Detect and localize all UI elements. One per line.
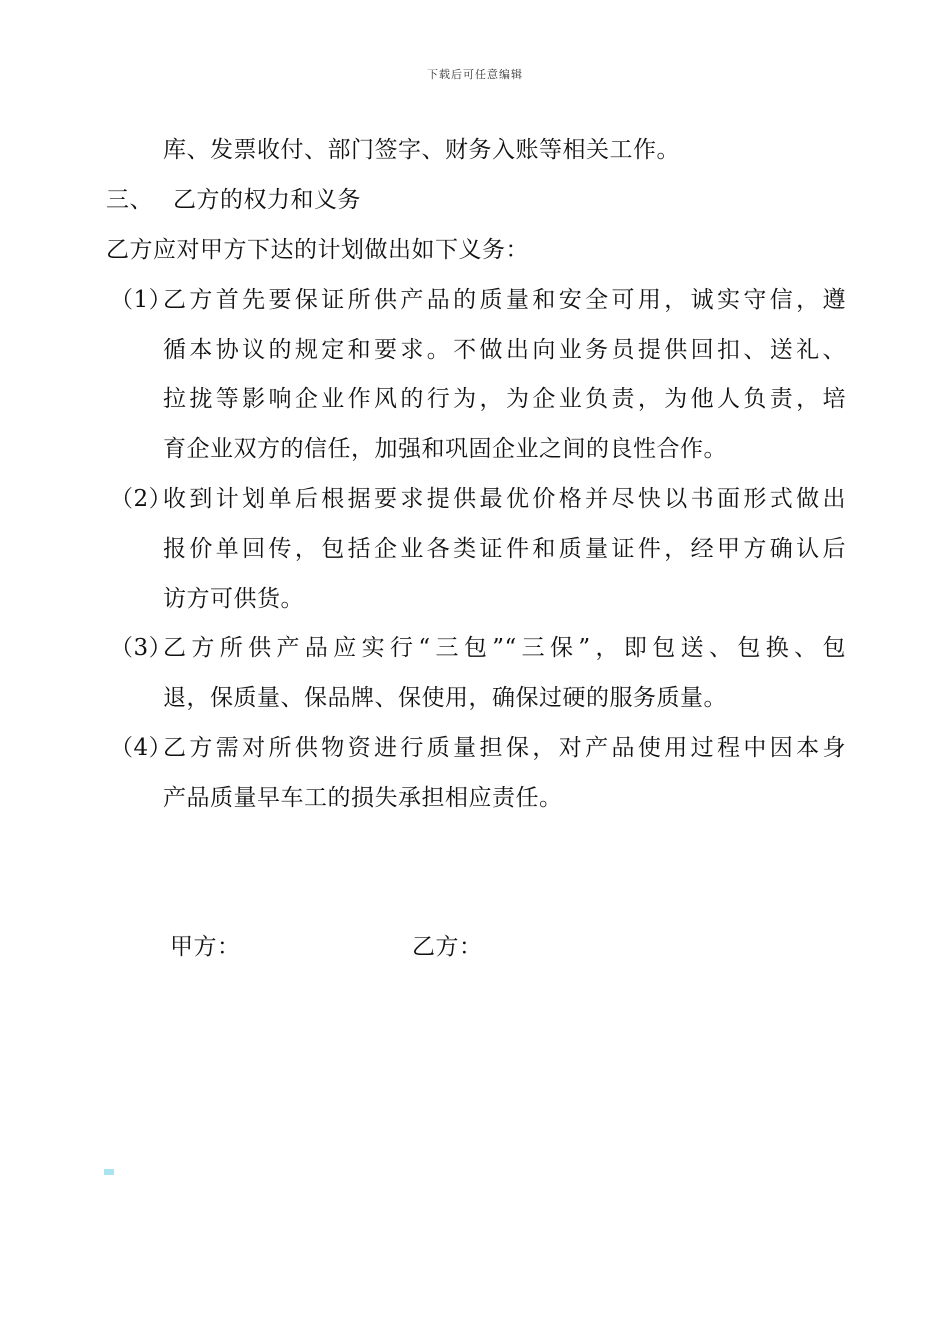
item-1-line-2: 循本协议的规定和要求。不做出向业务员提供回扣、送礼、 (163, 337, 846, 363)
item-3-line-2: 退，保质量、保品牌、保使用，确保过硬的服务质量。 (163, 685, 727, 711)
item-1-number: （1） (110, 287, 173, 313)
continuation-line: 库、发票收付、部门签字、财务入账等相关工作。 (163, 137, 680, 163)
section-number: 三、 (106, 187, 153, 213)
item-1-line-3: 拉拢等影响企业作风的行为，为企业负责，为他人负责，培 (163, 386, 846, 412)
item-3-number: （3） (110, 635, 173, 661)
item-1-line-1: 乙方首先要保证所供产品的质量和安全可用，诚实守信，遵 (163, 287, 846, 313)
item-2-line-2: 报价单回传，包括企业各类证件和质量证件，经甲方确认后 (163, 536, 846, 562)
signature-party-b: 乙方： (412, 934, 483, 960)
signature-party-a: 甲方： (170, 934, 241, 960)
item-3-line-1: 乙方所供产品应实行“三包”“三保”，即包送、包换、包 (163, 635, 846, 661)
page-header-note: 下载后可任意编辑 (427, 68, 523, 81)
item-1-line-4: 育企业双方的信任，加强和巩固企业之间的良性合作。 (163, 436, 727, 462)
section-title: 乙方的权力和义务 (173, 187, 361, 213)
item-4-line-2: 产品质量早车工的损失承担相应责任。 (163, 785, 563, 811)
item-4-line-1: 乙方需对所供物资进行质量担保，对产品使用过程中因本身 (163, 735, 846, 761)
intro-line: 乙方应对甲方下达的计划做出如下义务： (106, 237, 529, 263)
item-2-line-3: 访方可供货。 (163, 586, 304, 612)
item-2-number: （2） (110, 486, 173, 512)
item-4-number: （4） (110, 735, 173, 761)
item-2-line-1: 收到计划单后根据要求提供最优价格并尽快以书面形式做出 (163, 486, 846, 512)
cursor-marker (104, 1169, 114, 1175)
